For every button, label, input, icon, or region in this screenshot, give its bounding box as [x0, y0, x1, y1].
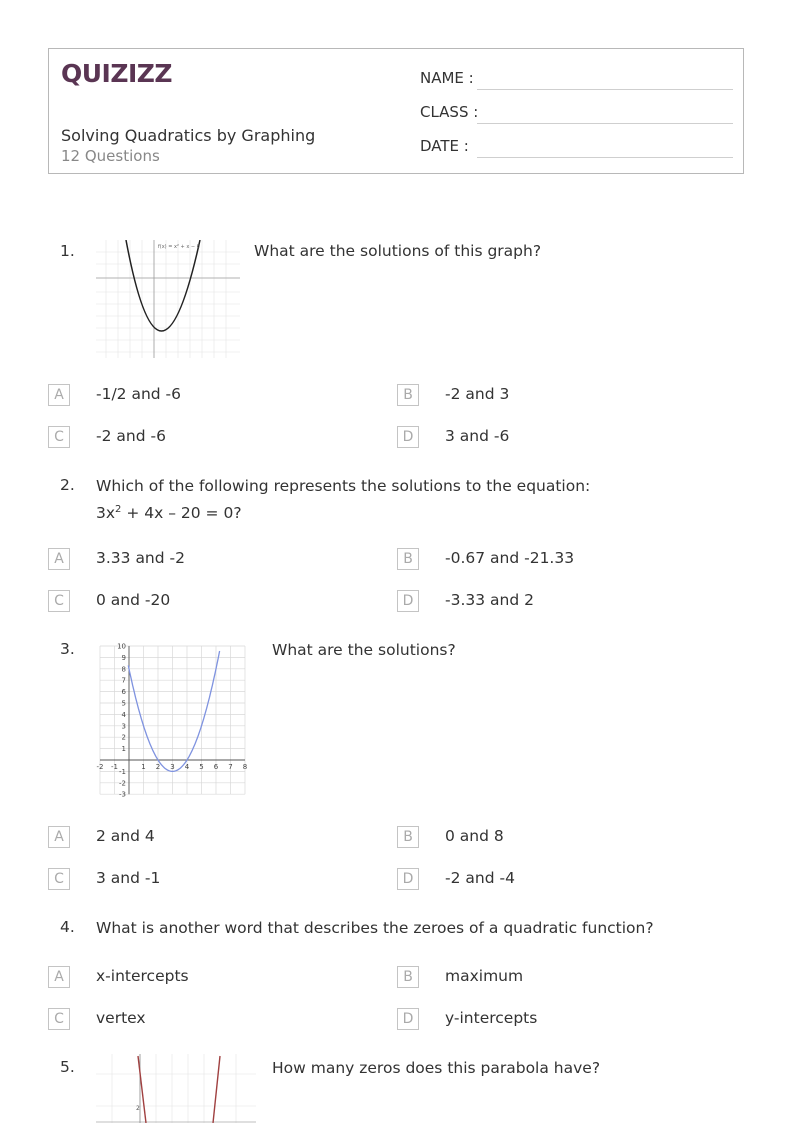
- question-3-graph: [96, 640, 256, 800]
- y-tick-label: 10: [117, 642, 126, 651]
- y-tick-label: 1: [121, 745, 126, 754]
- question-5-text: How many zeros does this parabola have?: [272, 1059, 601, 1077]
- y-tick-label: -3: [119, 790, 126, 799]
- date-field[interactable]: [477, 157, 733, 158]
- question-1-number: 1.: [60, 242, 75, 260]
- graph-5-label: 2: [136, 1105, 140, 1112]
- q2-option-c-text: 0 and -20: [96, 591, 171, 609]
- question-count: 12 Questions: [61, 147, 160, 165]
- x-tick-label: 2: [155, 763, 161, 771]
- date-label: DATE :: [420, 137, 469, 155]
- x-tick-label: 8: [242, 763, 248, 771]
- class-label: CLASS :: [420, 103, 479, 121]
- question-3-number: 3.: [60, 640, 75, 658]
- x-tick-label: -1: [111, 763, 118, 771]
- q2-option-c-box[interactable]: C: [48, 590, 70, 612]
- q2-option-d-box[interactable]: D: [397, 590, 419, 612]
- question-2-number: 2.: [60, 476, 75, 494]
- q4-option-b-text: maximum: [445, 967, 524, 985]
- q1-option-a-text: -1/2 and -6: [96, 385, 182, 403]
- question-1-graph: [96, 240, 240, 358]
- y-tick-label: 6: [121, 688, 126, 697]
- q1-option-b-text: -2 and 3: [445, 385, 510, 403]
- name-field[interactable]: [477, 89, 733, 90]
- x-tick-label: 7: [228, 763, 233, 771]
- y-tick-label: -1: [119, 767, 126, 776]
- y-tick-label: 7: [121, 676, 126, 685]
- q1-option-a-box[interactable]: A: [48, 384, 70, 406]
- q1-option-d-box[interactable]: D: [397, 426, 419, 448]
- question-1-text: What are the solutions of this graph?: [254, 242, 542, 260]
- quizizz-logo: QUIZIZZ: [61, 59, 173, 88]
- x-tick-label: 5: [199, 763, 204, 771]
- y-tick-label: -2: [119, 779, 126, 788]
- question-4-number: 4.: [60, 918, 75, 936]
- worksheet-title: Solving Quadratics by Graphing: [61, 126, 316, 145]
- q3-option-b-box[interactable]: B: [397, 826, 419, 848]
- q3-option-a-text: 2 and 4: [96, 827, 155, 845]
- question-3-text: What are the solutions?: [272, 641, 456, 659]
- q2-option-a-box[interactable]: A: [48, 548, 70, 570]
- q4-option-c-text: vertex: [96, 1009, 146, 1027]
- x-tick-label: 4: [184, 763, 190, 771]
- y-tick-label: 4: [121, 710, 126, 719]
- q1-option-d-text: 3 and -6: [445, 427, 510, 445]
- x-tick-label: -2: [96, 763, 104, 771]
- name-label: NAME :: [420, 69, 474, 87]
- q2-option-d-text: -3.33 and 2: [445, 591, 534, 609]
- y-tick-label: 8: [121, 665, 126, 674]
- x-tick-label: 1: [141, 763, 146, 771]
- q1-option-c-text: -2 and -6: [96, 427, 166, 445]
- q2-option-b-text: -0.67 and -21.33: [445, 549, 575, 567]
- q3-option-a-box[interactable]: A: [48, 826, 70, 848]
- q4-option-a-text: x-intercepts: [96, 967, 189, 985]
- q4-option-d-text: y-intercepts: [445, 1009, 538, 1027]
- q4-option-d-box[interactable]: D: [397, 1008, 419, 1030]
- x-tick-label: 3: [170, 763, 175, 771]
- question-4-text: What is another word that describes the zeroes of a quadratic function?: [96, 919, 654, 937]
- q2-option-b-box[interactable]: B: [397, 548, 419, 570]
- question-2-equation: $3x^2 + 4x - 20 = 0$?: [96, 504, 242, 523]
- question-5-graph: [96, 1054, 256, 1123]
- y-tick-label: 2: [121, 733, 126, 742]
- y-tick-label: 3: [121, 722, 126, 731]
- q3-option-b-text: 0 and 8: [445, 827, 504, 845]
- y-tick-label: 9: [121, 653, 126, 662]
- q3-option-c-text: 3 and -1: [96, 869, 161, 887]
- q4-option-c-box[interactable]: C: [48, 1008, 70, 1030]
- worksheet-header: [48, 48, 744, 174]
- q4-option-a-box[interactable]: A: [48, 966, 70, 988]
- question-2-text: Which of the following represents the solutions to the equation:: [96, 477, 591, 495]
- x-tick-label: 6: [213, 763, 219, 771]
- q4-option-b-box[interactable]: B: [397, 966, 419, 988]
- y-tick-label: 5: [121, 699, 126, 708]
- class-field[interactable]: [477, 123, 733, 124]
- question-5-number: 5.: [60, 1058, 75, 1076]
- q3-option-d-text: -2 and -4: [445, 869, 515, 887]
- q1-option-b-box[interactable]: B: [397, 384, 419, 406]
- q2-option-a-text: 3.33 and -2: [96, 549, 185, 567]
- q3-option-d-box[interactable]: D: [397, 868, 419, 890]
- q3-option-c-box[interactable]: C: [48, 868, 70, 890]
- q1-option-c-box[interactable]: C: [48, 426, 70, 448]
- graph-1-label: f(x) = x² + x − 6: [158, 244, 200, 250]
